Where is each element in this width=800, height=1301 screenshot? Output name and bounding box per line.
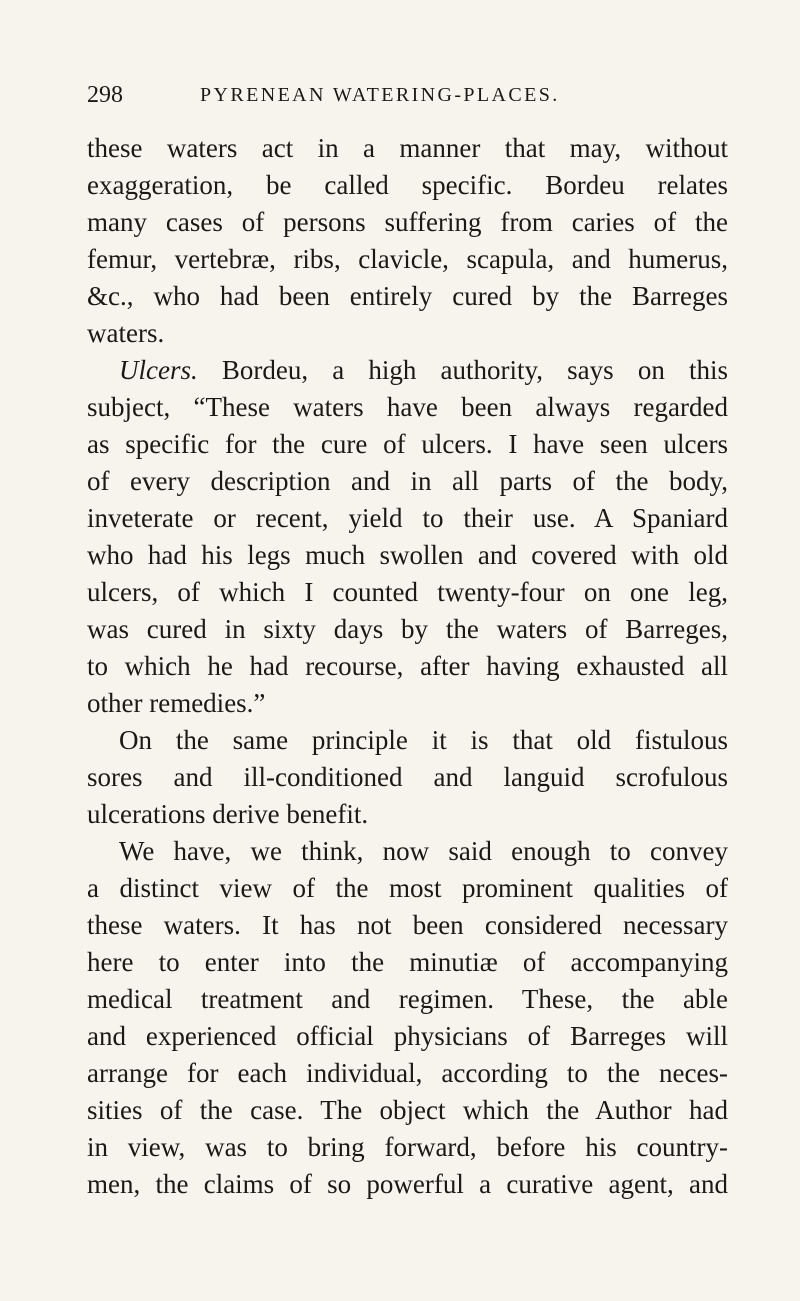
text-line: here to enter into the minutiæ of accompanying (87, 947, 728, 977)
text-line: to which he had recourse, after having exhausted all (87, 651, 728, 681)
running-head (87, 82, 727, 112)
text-line: We have, we think, now said enough to convey (119, 836, 728, 866)
running-title: PYRENEAN WATERING-PLACES. (200, 84, 560, 106)
text-line (87, 352, 728, 389)
text-line: men, the claims of so powerful a curative agent, and (87, 1169, 728, 1199)
text-line: these waters act in a manner that may, without (87, 133, 728, 163)
section-heading-ulcers: Ulcers. (119, 355, 198, 385)
text-line: these waters. It has not been considered necessary (87, 910, 728, 940)
text-line: On the same principle it is that old fistulous (119, 725, 728, 755)
text-line: was cured in sixty days by the waters of Barreges, (87, 614, 728, 644)
text-line: and experienced official physicians of Barreges will (87, 1021, 728, 1051)
text-line: other remedies.” (87, 688, 266, 718)
text-line: in view, was to bring forward, before his country- (87, 1132, 728, 1162)
text-line: &c., who had been entirely cured by the Barreges (87, 281, 728, 311)
text-line: arrange for each individual, according to the neces- (87, 1058, 728, 1088)
text-line: as specific for the cure of ulcers. I have seen ulcers (87, 429, 728, 459)
text-line-continuation: Bordeu, a high authority, says on this (197, 355, 728, 385)
text-line: inveterate or recent, yield to their use. A Spaniard (87, 503, 728, 533)
text-line: a distinct view of the most prominent qualities of (87, 873, 728, 903)
text-line: of every description and in all parts of the body, (87, 466, 728, 496)
text-line: ulcerations derive benefit. (87, 799, 369, 829)
text-line: who had his legs much swollen and covered with old (87, 540, 728, 570)
text-line: femur, vertebræ, ribs, clavicle, scapula, and humerus, (87, 244, 728, 274)
text-line: ulcers, of which I counted twenty-four on one leg, (87, 577, 728, 607)
text-line: waters. (87, 318, 165, 348)
text-line: sores and ill-conditioned and languid scrofulous (87, 762, 728, 792)
text-line: subject, “These waters have been always regarded (87, 392, 728, 422)
body-text (87, 130, 728, 1203)
text-line: sities of the case. The object which the Author had (87, 1095, 728, 1125)
text-line: medical treatment and regimen. These, the able (87, 984, 728, 1014)
text-line: exaggeration, be called specific. Bordeu relates (87, 170, 728, 200)
page-number: 298 (87, 82, 123, 108)
text-line: many cases of persons suffering from caries of the (87, 207, 728, 237)
